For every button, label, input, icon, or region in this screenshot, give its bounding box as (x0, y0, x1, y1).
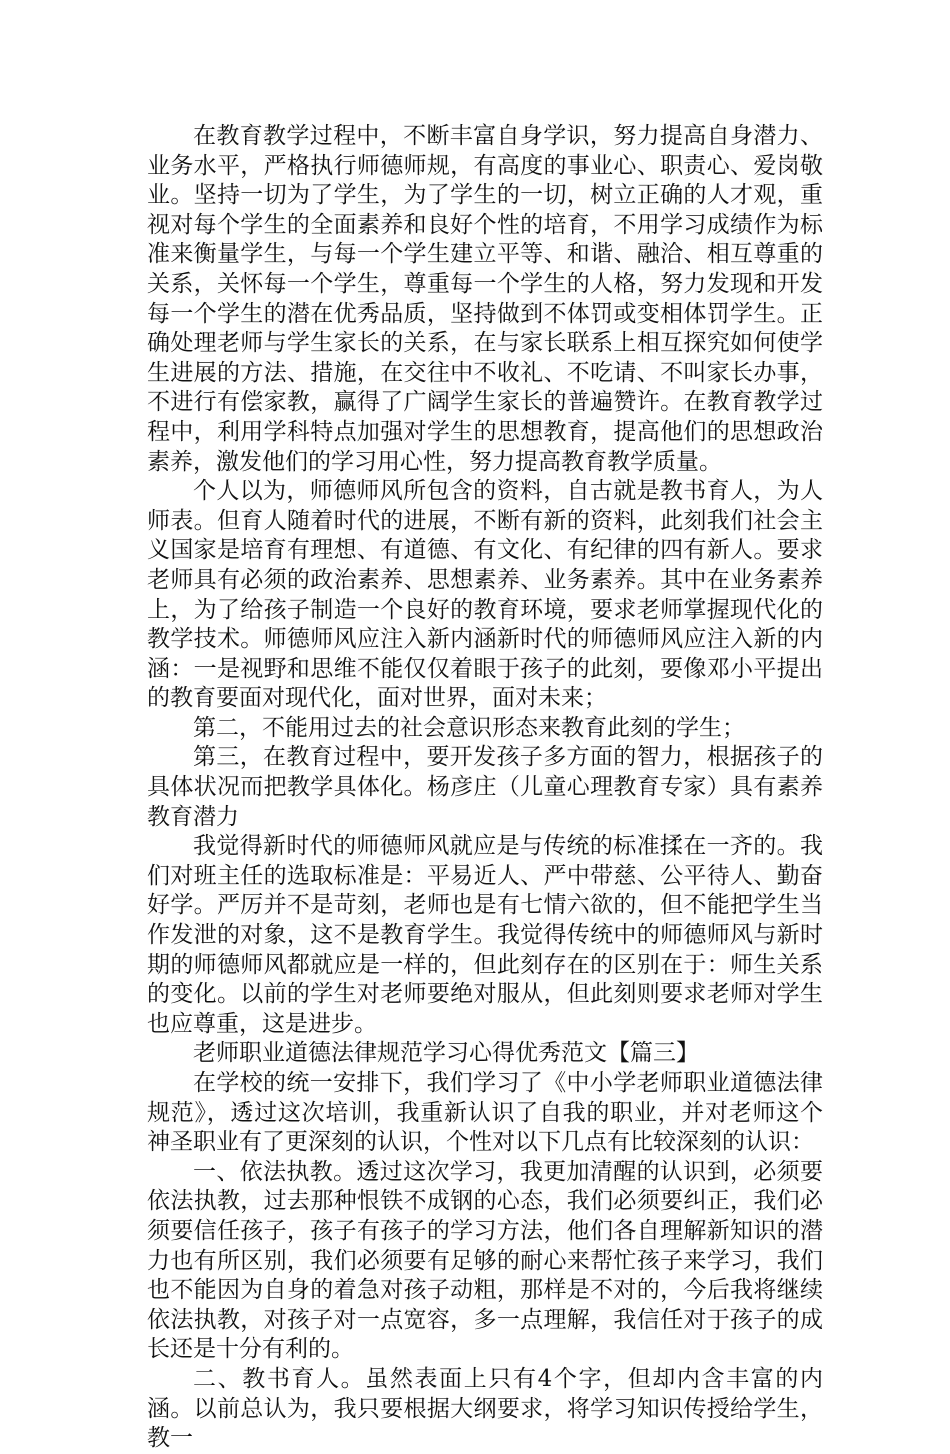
paragraph-teach-and-educate: 二、教书育人。虽然表面上只有4个字，但却内含丰富的内涵。以前总认为，我只要根据大纲要求，将学习知识传授给学生，教一 (147, 1365, 823, 1452)
paragraph-teaching-process: 在教育教学过程中，不断丰富自身学识，努力提高自身潜力、业务水平，严格执行师德师规，有高度的事业心、职责心、爱岗敬业。坚持一切为了学生，为了学生的一切，树立正确的人才观，重视对每个学生的全面素养和良好个性的培育，不用学习成绩作为标准来衡量学生，与每一个学生建立平等、和谐、融洽、相互尊重的关系，关怀每一个学生，尊重每一个学生的人格，努力发现和开发每一个学生的潜在优秀品质，坚持做到不体罚或变相体罚学生。正确处理老师与学生家长的关系，在与家长联系上相互探究如何使学生进展的方法、措施，在交往中不收礼、不吃请、不叫家长办事，不进行有偿家教，赢得了广阔学生家长的普遍赞许。在教育教学过程中，利用学科特点加强对学生的思想教育，提高他们的思想政治素养，激发他们的学习用心性，努力提高教育教学质量。 (147, 123, 823, 475)
document-body (147, 122, 823, 1454)
paragraph-second-point: 第二，不能用过去的社会意识形态来教育此刻的学生； (193, 714, 745, 741)
paragraph-third-point: 第三，在教育过程中，要开发孩子多方面的智力，根据孩子的具体状况而把教学具体化。杨彦庄（儿童心理教育专家）具有素养教育潜力 (147, 744, 823, 830)
paragraph-new-era-ethics: 我觉得新时代的师德师风就应是与传统的标准揉在一齐的。我们对班主任的选取标准是：平易近人、严中带慈、公平待人、勤奋好学。严厉并不是苛刻，老师也是有七情六欲的，但不能把学生当作发泄的对象，这不是教育学生。我觉得传统中的师德师风与新时期的师德师风都就应是一样的，但此刻存在的区别在于：师生关系的变化。以前的学生对老师要绝对服从，但此刻则要求老师对学生也应尊重，这是进步。 (147, 833, 823, 1037)
paragraph-school-arrangement: 在学校的统一安排下，我们学习了《中小学老师职业道德法律规范》，透过这次培训，我重新认识了自我的职业，并对老师这个神圣职业有了更深刻的认识，个性对以下几点有比较深刻的认识： (147, 1070, 823, 1156)
section-heading: 老师职业道德法律规范学习心得优秀范文【篇三】 (193, 1040, 699, 1067)
paragraph-law-teaching: 一、依法执教。透过这次学习，我更加清醒的认识到，必须要依法执教，过去那种恨铁不成钢的心态，我们必须要纠正，我们必须要信任孩子，孩子有孩子的学习方法，他们各自理解新知识的潜力也有所区别，我们必须要有足够的耐心来帮忙孩子来学习，我们也不能因为自身的着急对孩子动粗，那样是不对的，今后我将继续依法执教，对孩子对一点宽容，多一点理解，我信任对于孩子的成长还是十分有利的。 (147, 1158, 823, 1363)
paragraph-teacher-ethics: 个人以为，师德师风所包含的资料，自古就是教书育人，为人师表。但育人随着时代的进展，不断有新的资料，此刻我们社会主义国家是培育有理想、有道德、有文化、有纪律的四有新人。要求老师具有必须的政治素养、思想素养、业务素养。其中在业务素养上，为了给孩子制造一个良好的教育环境，要求老师掌握现代化的教学技术。师德师风应注入新内涵新时代的师德师风应注入新的内涵：一是视野和思维不能仅仅着眼于孩子的此刻，要像邓小平提出的教育要面对现代化，面对世界，面对未来； (147, 478, 823, 712)
